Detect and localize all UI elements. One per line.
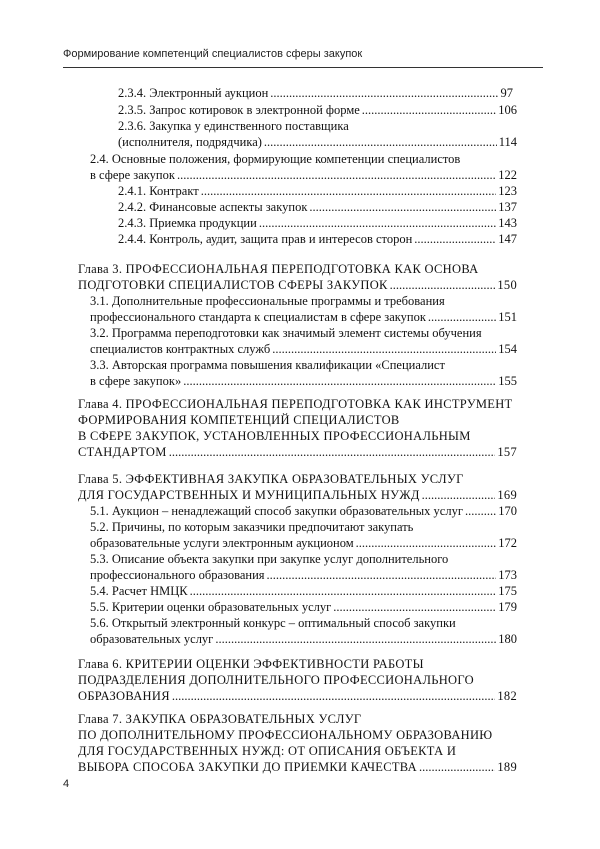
toc-chapter-3[interactable]: Глава 3. ПРОФЕССИОНАЛЬНАЯ ПЕРЕПОДГОТОВКА КАК ОСНОВА	[78, 262, 479, 276]
toc-page-number: 122	[498, 168, 517, 182]
toc-entry-title: ОБРАЗОВАНИЯ	[78, 689, 170, 703]
toc-entry-3-1-cont[interactable]	[90, 309, 517, 326]
toc-entry-title: 5.1. Аукцион – ненадлежащий способ закупки образовательных услуг	[90, 504, 463, 518]
toc-entry-3-2-cont[interactable]	[90, 341, 517, 358]
toc-entry-5-4[interactable]	[90, 583, 517, 600]
leader-dots	[264, 134, 497, 151]
toc-entry-title: 2.4.1. Контракт	[118, 184, 199, 198]
toc-entry-title: ПОДГОТОВКИ СПЕЦИАЛИСТОВ СФЕРЫ ЗАКУПОК	[78, 278, 388, 292]
leader-dots	[177, 167, 496, 184]
leader-dots	[419, 759, 495, 776]
leader-dots	[267, 567, 497, 584]
toc-entry-5-2[interactable]: 5.2. Причины, по которым заказчики предпочитают закупать	[90, 520, 414, 534]
toc-entry-5-1[interactable]	[90, 503, 517, 520]
toc-page-number: 169	[497, 488, 517, 502]
toc-chapter-7-cont-1[interactable]: ПО ДОПОЛНИТЕЛЬНОМУ ПРОФЕССИОНАЛЬНОМУ ОБРАЗОВАНИЮ	[78, 728, 493, 742]
toc-chapter-3-cont[interactable]	[78, 277, 517, 294]
toc-entry-title: в сфере закупок	[90, 168, 175, 182]
toc-page-number: 180	[498, 632, 517, 646]
leader-dots	[215, 631, 496, 648]
toc-entry-2-4-4[interactable]	[118, 231, 517, 248]
toc-page-number: 143	[498, 216, 517, 230]
page-number: 4	[63, 778, 70, 790]
leader-dots	[422, 487, 496, 504]
leader-dots	[272, 341, 496, 358]
toc-entry-5-3[interactable]: 5.3. Описание объекта закупки при закупке услуг дополнительного	[90, 552, 449, 566]
running-header: Формирование компетенций специалистов сферы закупок	[63, 48, 363, 60]
toc-entry-2-4-1[interactable]	[118, 183, 517, 200]
toc-entry-title: (исполнителя, подрядчика)	[118, 135, 262, 149]
leader-dots	[390, 277, 496, 294]
toc-page-number: 179	[498, 600, 517, 614]
toc-page-number: 172	[498, 536, 517, 550]
toc-entry-title: образовательных услуг	[90, 632, 214, 646]
leader-dots	[190, 583, 497, 600]
toc-entry-title: СТАНДАРТОМ	[78, 445, 167, 459]
toc-entry-title: 2.3.5. Запрос котировок в электронной форме	[118, 103, 360, 117]
toc-page-number: 150	[497, 278, 517, 292]
toc-chapter-7-cont-2[interactable]: ДЛЯ ГОСУДАРСТВЕННЫХ НУЖД: ОТ ОПИСАНИЯ ОБЪЕКТА И	[78, 744, 457, 758]
toc-page-number: 97	[500, 86, 513, 100]
leader-dots	[259, 215, 496, 232]
toc-chapter-6[interactable]: Глава 6. КРИТЕРИИ ОЦЕНКИ ЭФФЕКТИВНОСТИ РАБОТЫ	[78, 657, 424, 671]
toc-entry-2-3-6[interactable]: 2.3.6. Закупка у единственного поставщика	[118, 119, 349, 133]
leader-dots	[333, 599, 496, 616]
toc-entry-2-4[interactable]: 2.4. Основные положения, формирующие компетенции специалистов	[90, 152, 461, 166]
toc-page-number: 182	[497, 689, 517, 703]
leader-dots	[201, 183, 497, 200]
toc-entry-title: профессионального стандарта к специалистам в сфере закупок	[90, 310, 426, 324]
toc-page-number: 147	[498, 232, 517, 246]
toc-entry-5-6[interactable]: 5.6. Открытый электронный конкурс – оптимальный способ закупки	[90, 616, 456, 630]
toc-entry-5-3-cont[interactable]	[90, 567, 517, 584]
toc-chapter-7[interactable]: Глава 7. ЗАКУПКА ОБРАЗОВАТЕЛЬНЫХ УСЛУГ	[78, 712, 362, 726]
toc-chapter-4-cont-2[interactable]: В СФЕРЕ ЗАКУПОК, УСТАНОВЛЕННЫХ ПРОФЕССИОНАЛЬНЫМ	[78, 429, 471, 443]
toc-entry-title: 2.3.4. Электронный аукцион	[118, 86, 269, 100]
leader-dots	[309, 199, 496, 216]
toc-page-number: 189	[497, 760, 517, 774]
toc-page-number: 170	[498, 504, 517, 518]
toc-entry-3-1[interactable]: 3.1. Дополнительные профессиональные программы и требования	[90, 294, 445, 308]
leader-dots	[414, 231, 496, 248]
toc-page-number: 137	[498, 200, 517, 214]
toc-page-number: 155	[498, 374, 517, 388]
leader-dots	[169, 444, 496, 461]
toc-page-number: 175	[498, 584, 517, 598]
toc-chapter-5-cont[interactable]	[78, 487, 517, 504]
leader-dots	[183, 373, 496, 390]
toc-entry-title: в сфере закупок»	[90, 374, 182, 388]
leader-dots	[172, 688, 496, 705]
toc-page-number: 114	[498, 135, 517, 149]
toc-entry-title: ДЛЯ ГОСУДАРСТВЕННЫХ И МУНИЦИПАЛЬНЫХ НУЖД	[78, 488, 420, 502]
toc-entry-2-4-2[interactable]	[118, 199, 517, 216]
toc-chapter-4-cont-3[interactable]	[78, 444, 517, 461]
leader-dots	[428, 309, 496, 326]
toc-entry-title: образовательные услуги электронным аукционом	[90, 536, 354, 550]
toc-entry-3-3[interactable]: 3.3. Авторская программа повышения квалификации «Специалист	[90, 358, 445, 372]
toc-page-number: 151	[498, 310, 517, 324]
toc-chapter-7-cont-3[interactable]	[78, 759, 517, 776]
leader-dots	[270, 85, 498, 102]
toc-entry-5-6-cont[interactable]	[90, 631, 517, 648]
toc-page-number: 157	[497, 445, 517, 459]
toc-entry-title: 5.5. Критерии оценки образовательных услуг	[90, 600, 332, 614]
toc-entry-2-3-5[interactable]	[118, 102, 517, 119]
toc-entry-title: ВЫБОРА СПОСОБА ЗАКУПКИ ДО ПРИЕМКИ КАЧЕСТВА	[78, 760, 417, 774]
toc-entry-2-3-6-cont[interactable]	[118, 134, 517, 151]
toc-chapter-6-cont-1[interactable]: ПОДРАЗДЕЛЕНИЯ ДОПОЛНИТЕЛЬНОГО ПРОФЕССИОНАЛЬНОГО	[78, 673, 474, 687]
toc-entry-title: 5.4. Расчет НМЦК	[90, 584, 188, 598]
toc-entry-title: 2.4.2. Финансовые аспекты закупок	[118, 200, 308, 214]
toc-chapter-4[interactable]: Глава 4. ПРОФЕССИОНАЛЬНАЯ ПЕРЕПОДГОТОВКА КАК ИНСТРУМЕНТ	[78, 397, 513, 411]
toc-entry-title: 2.4.4. Контроль, аудит, защита прав и интересов сторон	[118, 232, 413, 246]
toc-entry-title: специалистов контрактных служб	[90, 342, 271, 356]
toc-entry-title: профессионального образования	[90, 568, 265, 582]
leader-dots	[362, 102, 496, 119]
toc-page-number: 106	[498, 103, 517, 117]
leader-dots	[356, 535, 497, 552]
toc-page-number: 123	[498, 184, 517, 198]
toc-page-number: 173	[498, 568, 517, 582]
leader-dots	[465, 503, 496, 520]
toc-entry-5-5[interactable]	[90, 599, 517, 616]
toc-entry-3-2[interactable]: 3.2. Программа переподготовки как значимый элемент системы обучения	[90, 326, 482, 340]
toc-entry-2-4-cont[interactable]	[90, 167, 517, 184]
toc-entry-2-4-3[interactable]	[118, 215, 517, 232]
toc-entry-title: 2.4.3. Приемка продукции	[118, 216, 257, 230]
toc-entry-5-2-cont[interactable]	[90, 535, 517, 552]
toc-entry-2-3-4[interactable]	[118, 85, 513, 102]
toc-chapter-4-cont-1[interactable]: ФОРМИРОВАНИЯ КОМПЕТЕНЦИЙ СПЕЦИАЛИСТОВ	[78, 413, 400, 427]
toc-chapter-5[interactable]: Глава 5. ЭФФЕКТИВНАЯ ЗАКУПКА ОБРАЗОВАТЕЛЬНЫХ УСЛУГ	[78, 472, 464, 486]
toc-entry-3-3-cont[interactable]	[90, 373, 517, 390]
toc-chapter-6-cont-2[interactable]	[78, 688, 517, 705]
toc-page-number: 154	[498, 342, 517, 356]
